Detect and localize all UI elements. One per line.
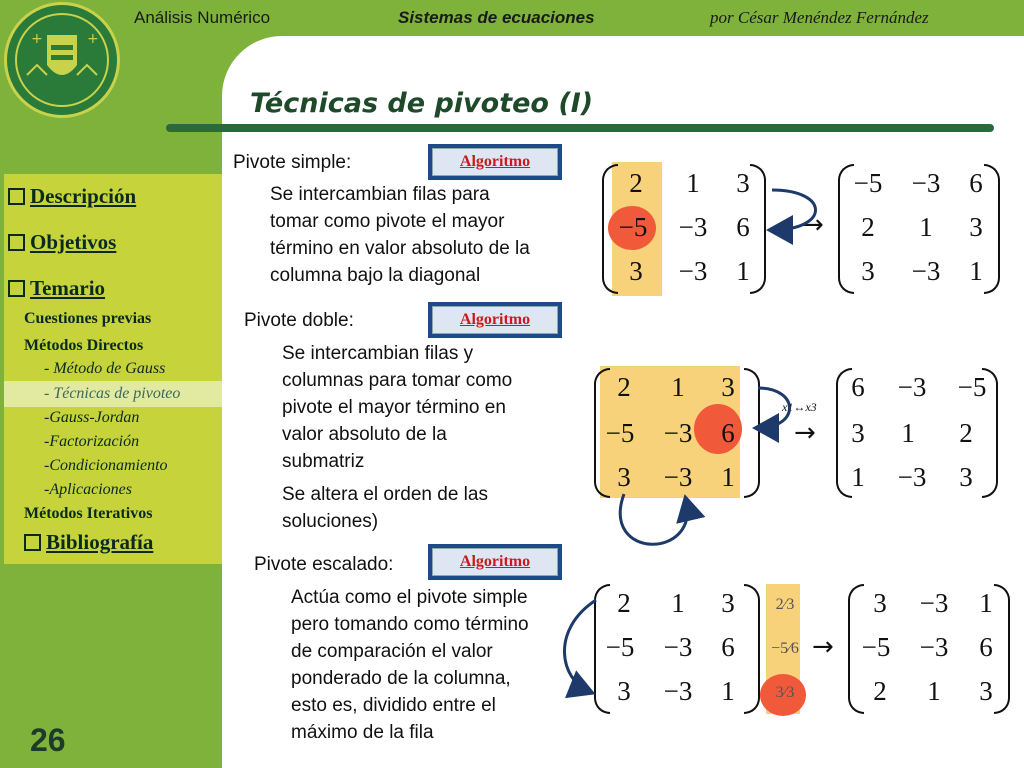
matrix-cell: −3 [678, 212, 708, 242]
nav-metodos-directos[interactable]: Métodos Directos [24, 337, 144, 354]
matrix-cell: −3 [897, 462, 927, 492]
matrix-cell: −5 [618, 212, 648, 242]
matrix-cell: −5 [861, 632, 891, 662]
page-number: 26 [30, 722, 66, 758]
nav-aplicaciones[interactable]: -Aplicaciones [44, 481, 132, 498]
text-line: tomar como pivote el mayor [270, 211, 505, 232]
matrix-cell: −3 [897, 372, 927, 402]
matrix-cell: 6 [979, 632, 993, 662]
nav-tecnicas[interactable]: - Técnicas de pivoteo [44, 385, 181, 402]
svg-text:+: + [31, 31, 43, 47]
column-swap-arrow-doble [758, 388, 790, 428]
matrix-cell: −5 [605, 418, 635, 448]
matrix-cell: 1 [919, 212, 933, 242]
matrix-cell: 3 [721, 588, 735, 618]
pivote-escalado-label: Pivote escalado: [254, 554, 394, 575]
row-swap-arrow-doble [620, 494, 687, 544]
matrix-cell: 6 [736, 212, 750, 242]
text-line: columna bajo la diagonal [270, 265, 481, 286]
matrix-cell: −3 [663, 462, 693, 492]
matrix-cell: 6 [851, 372, 865, 402]
text-line: de comparación el valor [291, 641, 493, 662]
nav-factorizacion[interactable]: -Factorización [44, 433, 140, 450]
swap-symbol: ↔ [793, 400, 806, 414]
text-line: máximo de la fila [291, 722, 434, 743]
nav-objetivos-label: Objetivos [30, 230, 117, 254]
matrix-cell: −5 [853, 168, 883, 198]
matrix-cell: 2 [861, 212, 875, 242]
text-line: Se altera el orden de las [282, 484, 488, 505]
row-swap-arrow-simple [772, 190, 816, 230]
matrix-cell: 1 [979, 588, 993, 618]
text-line: valor absoluto de la [282, 424, 447, 445]
algoritmo-doble-label: Algoritmo [432, 306, 558, 334]
transform-arrow: → [802, 210, 824, 240]
transform-arrow: → [812, 632, 834, 662]
matrix-cell: −3 [678, 256, 708, 286]
nav-temario-label: Temario [30, 276, 106, 300]
text-line: columnas para tomar como [282, 370, 513, 391]
header-author: por César Menéndez Fernández [710, 8, 929, 27]
matrix-cell: 1 [927, 676, 941, 706]
row-swap-arrow-escalado [564, 600, 596, 692]
matrix-cell: 1 [721, 676, 735, 706]
page-title: Técnicas de pivoteo (I) [250, 88, 594, 119]
matrix-cell: 3 [736, 168, 750, 198]
svg-text:+: + [87, 31, 99, 47]
text-line: esto es, dividido entre el [291, 695, 496, 716]
matrix-cell: 2 [959, 418, 973, 448]
matrix-cell: 3 [959, 462, 973, 492]
matrix-cell: −3 [663, 418, 693, 448]
matrix-cell: 3 [617, 676, 631, 706]
matrix-cell: 1 [851, 462, 865, 492]
matrix-cell: 2 [617, 372, 631, 402]
matrix-cell: 1 [721, 462, 735, 492]
ratio-value: 3⁄3 [775, 684, 795, 701]
header-course: Análisis Numérico [134, 8, 271, 27]
pivote-simple-label: Pivote simple: [233, 152, 352, 173]
matrix-cell: 3 [629, 256, 643, 286]
text-line: pivote el mayor término en [282, 397, 506, 418]
matrix-cell: −3 [911, 256, 941, 286]
nav-cuestiones[interactable]: Cuestiones previas [24, 310, 152, 327]
matrix-cell: −3 [911, 168, 941, 198]
nav-bibliografia-label: Bibliografía [46, 530, 154, 554]
matrix-cell: 1 [671, 588, 685, 618]
matrix-cell: 1 [686, 168, 700, 198]
text-line: ponderado de la columna, [291, 668, 511, 689]
matrix-cell: 3 [861, 256, 875, 286]
header-topic: Sistemas de ecuaciones [398, 8, 595, 27]
algoritmo-escalado-label: Algoritmo [432, 548, 558, 576]
swap-label-b: x3 [805, 400, 817, 414]
matrix-cell: 3 [979, 676, 993, 706]
matrix-cell: 1 [901, 418, 915, 448]
matrix-cell: 3 [969, 212, 983, 242]
matrix-cell: −3 [919, 588, 949, 618]
ratio-value: −5⁄6 [771, 640, 799, 657]
ratio-value: 2⁄3 [775, 596, 795, 613]
matrix-cell: −3 [663, 632, 693, 662]
nav-condicionamiento[interactable]: -Condicionamiento [44, 457, 168, 474]
matrix-cell: 6 [721, 632, 735, 662]
swap-label-a: x1 [782, 400, 794, 414]
matrix-cell: 1 [969, 256, 983, 286]
transform-arrow: → [794, 418, 816, 448]
matrix-cell: 6 [969, 168, 983, 198]
matrix-cell: 2 [629, 168, 643, 198]
matrix-cell: 3 [851, 418, 865, 448]
nav-metodos-iterativos[interactable]: Métodos Iterativos [24, 505, 153, 522]
matrix-cell: −3 [919, 632, 949, 662]
text-line: término en valor absoluto de la [270, 238, 530, 259]
algoritmo-simple-label: Algoritmo [432, 148, 558, 176]
matrix-cell: 6 [721, 418, 735, 448]
matrix-cell: 1 [736, 256, 750, 286]
matrix-cell: 3 [873, 588, 887, 618]
text-line: Se intercambian filas y [282, 343, 474, 364]
text-line: pero tomando como término [291, 614, 529, 635]
text-line: soluciones) [282, 511, 379, 532]
matrix-cell: 2 [617, 588, 631, 618]
matrix-cell: 2 [873, 676, 887, 706]
matrix-cell: 1 [671, 372, 685, 402]
text-line: submatriz [282, 451, 365, 472]
matrix-cell: −5 [957, 372, 987, 402]
matrix-cell: −3 [663, 676, 693, 706]
nav-gauss[interactable]: - Método de Gauss [44, 360, 166, 377]
pivote-doble-label: Pivote doble: [244, 310, 354, 331]
text-line: Se intercambian filas para [270, 184, 490, 205]
nav-gauss-jordan[interactable]: -Gauss-Jordan [44, 409, 140, 426]
text-line: Actúa como el pivote simple [291, 587, 528, 608]
matrix-cell: 3 [721, 372, 735, 402]
matrix-cell: −5 [605, 632, 635, 662]
matrix-cell: 3 [617, 462, 631, 492]
nav-descripcion-label: Descripción [30, 184, 137, 208]
